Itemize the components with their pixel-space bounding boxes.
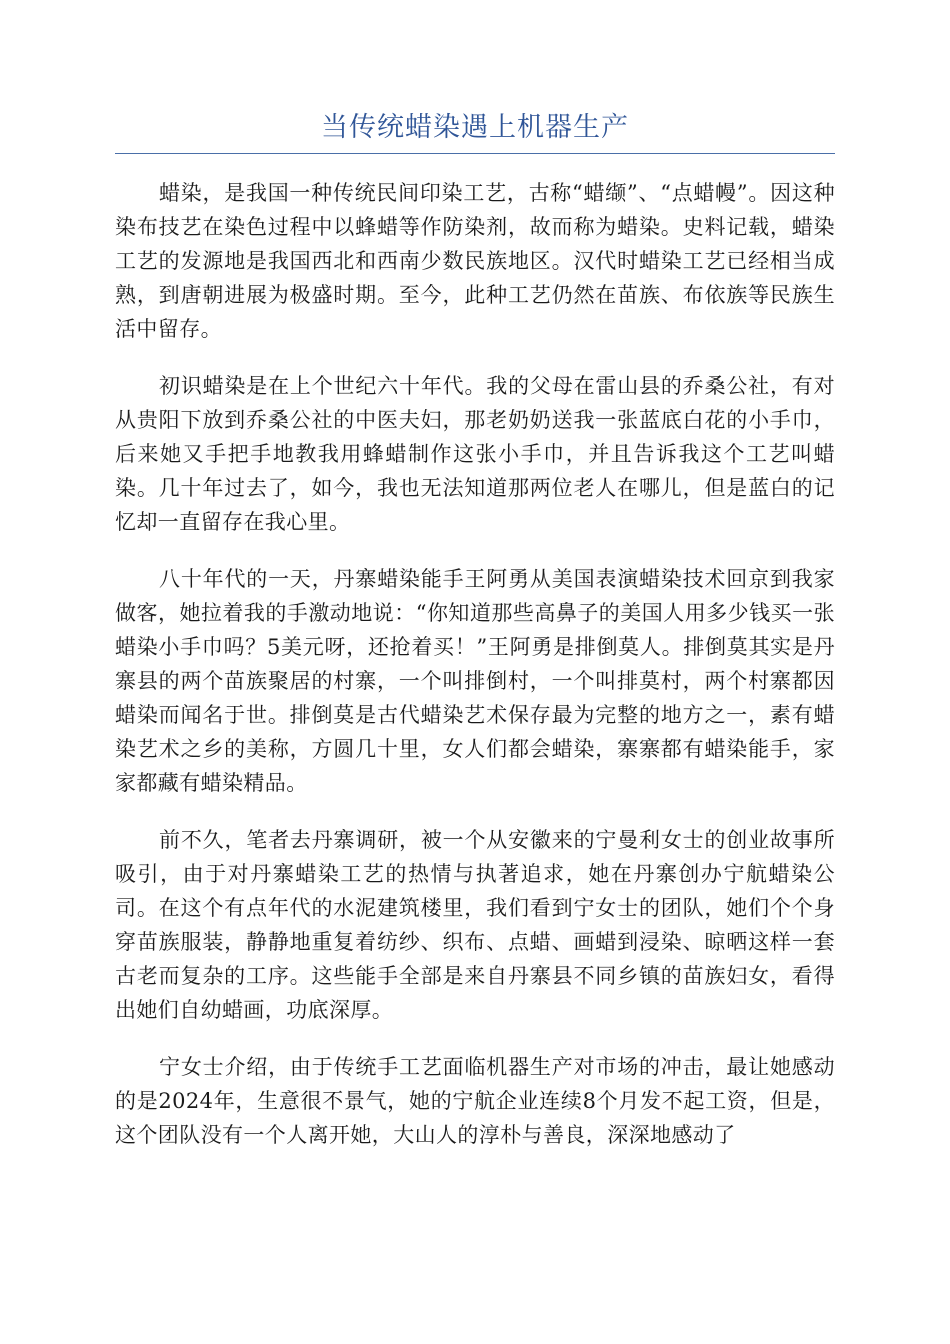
paragraph-2: 初识蜡染是在上个世纪六十年代。我的父母在雷山县的乔桑公社，有对从贵阳下放到乔桑公社的中医夫妇，那老奶奶送我一张蓝底白花的小手巾，后来她又手把手地教我用蜂蜡制作这张小手巾，并且告诉我这个工艺叫蜡染。几十年过去了，如今，我也无法知道那两位老人在哪儿，但是蓝白的记忆却一直留存在我心里。 <box>115 374 835 534</box>
paragraph-1: 蜡染，是我国一种传统民间印染工艺，古称“蜡缬”、“点蜡幔”。因这种染布技艺在染色过程中以蜂蜡等作防染剂，故而称为蜡染。史料记载，蜡染工艺的发源地是我国西北和西南少数民族地区。汉代时蜡染工艺已经相当成熟，到唐朝进展为极盛时期。至今，此种工艺仍然在苗族、布依族等民族生活中留存。 <box>115 181 835 341</box>
paragraph-4: 前不久，笔者去丹寨调研，被一个从安徽来的宁曼利女士的创业故事所吸引，由于对丹寨蜡染工艺的热情与执著追求，她在丹寨创办宁航蜡染公司。在这个有点年代的水泥建筑楼里，我们看到宁女士的团队，她们个个身穿苗族服装，静静地重复着纺纱、织布、点蜡、画蜡到浸染、晾晒这样一套古老而复杂的工序。这些能手全部是来自丹寨县不同乡镇的苗族妇女，看得出她们自幼蜡画，功底深厚。 <box>115 828 835 1022</box>
title-underline <box>115 153 835 154</box>
paragraph-5: 宁女士介绍，由于传统手工艺面临机器生产对市场的冲击，最让她感动的是2024年，生意很不景气，她的宁航企业连续8个月发不起工资，但是，这个团队没有一个人离开她，大山人的淳朴与善良，深深地感动了 <box>115 1055 835 1147</box>
document-body <box>115 176 835 1175</box>
paragraph-3: 八十年代的一天，丹寨蜡染能手王阿勇从美国表演蜡染技术回京到我家做客，她拉着我的手激动地说：“你知道那些高鼻子的美国人用多少钱买一张蜡染小手巾吗？5美元呀，还抢着买！”王阿勇是排倒莫人。排倒莫其实是丹寨县的两个苗族聚居的村寨，一个叫排倒村，一个叫排莫村，两个村寨都因蜡染而闻名于世。排倒莫是古代蜡染艺术保存最为完整的地方之一，素有蜡染艺术之乡的美称，方圆几十里，女人们都会蜡染，寨寨都有蜡染能手，家家都藏有蜡染精品。 <box>115 567 835 795</box>
document-title: 当传统蜡染遇上机器生产 <box>321 112 629 143</box>
